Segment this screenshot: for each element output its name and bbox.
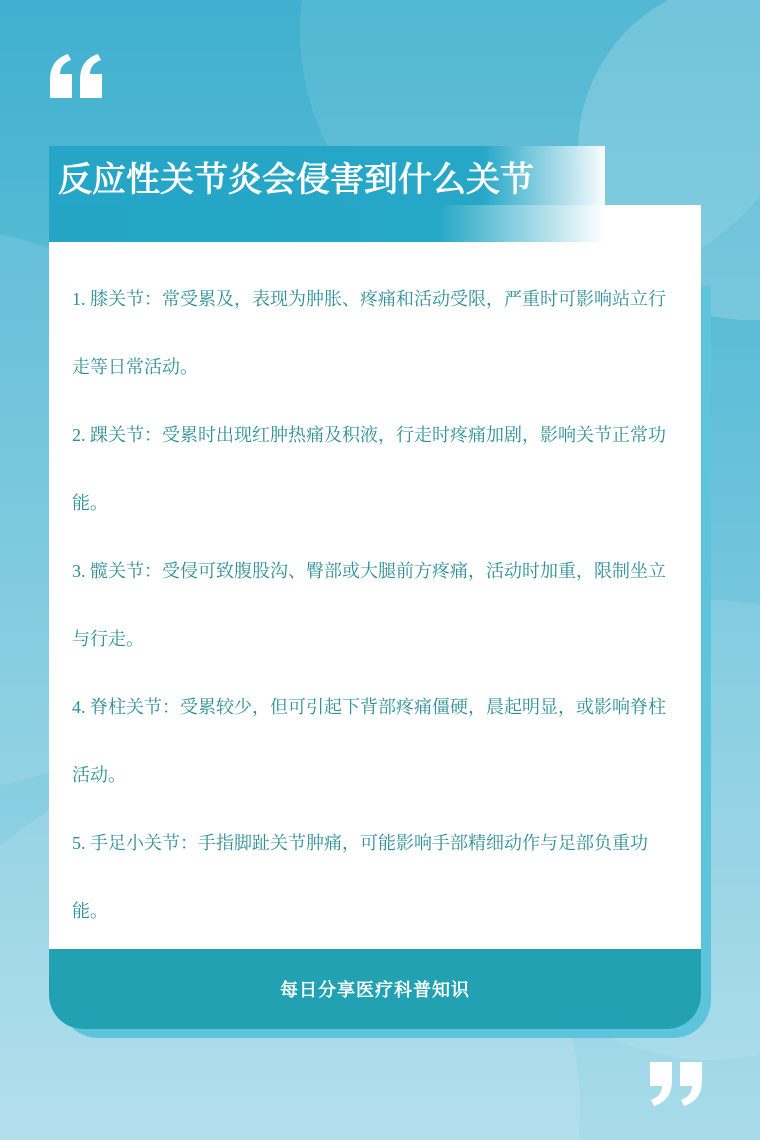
- list-item: 2. 踝关节：受累时出现红肿热痛及积液，行走时疼痛加剧，影响关节正常功能。: [72, 425, 666, 513]
- content-list: [72, 265, 680, 945]
- list-item: 4. 脊柱关节：受累较少，但可引起下背部疼痛僵硬，晨起明显，或影响脊柱活动。: [72, 697, 666, 785]
- list-item: 1. 膝关节：常受累及，表现为肿胀、疼痛和活动受限，严重时可影响站立行走等日常活动。: [72, 289, 666, 377]
- quote-open-icon: [48, 54, 106, 98]
- quote-close-icon: [646, 1062, 704, 1106]
- page-title: 反应性关节炎会侵害到什么关节: [58, 160, 534, 200]
- card-top-band: [49, 205, 605, 242]
- footer-bar: [49, 949, 701, 1029]
- content-card: [49, 205, 701, 1029]
- footer-text: 每日分享医疗科普知识: [280, 980, 470, 1001]
- list-item: 3. 髋关节：受侵可致腹股沟、臀部或大腿前方疼痛，活动时加重，限制坐立与行走。: [72, 561, 666, 649]
- list-item: 5. 手足小关节：手指脚趾关节肿痛，可能影响手部精细动作与足部负重功能。: [72, 833, 648, 921]
